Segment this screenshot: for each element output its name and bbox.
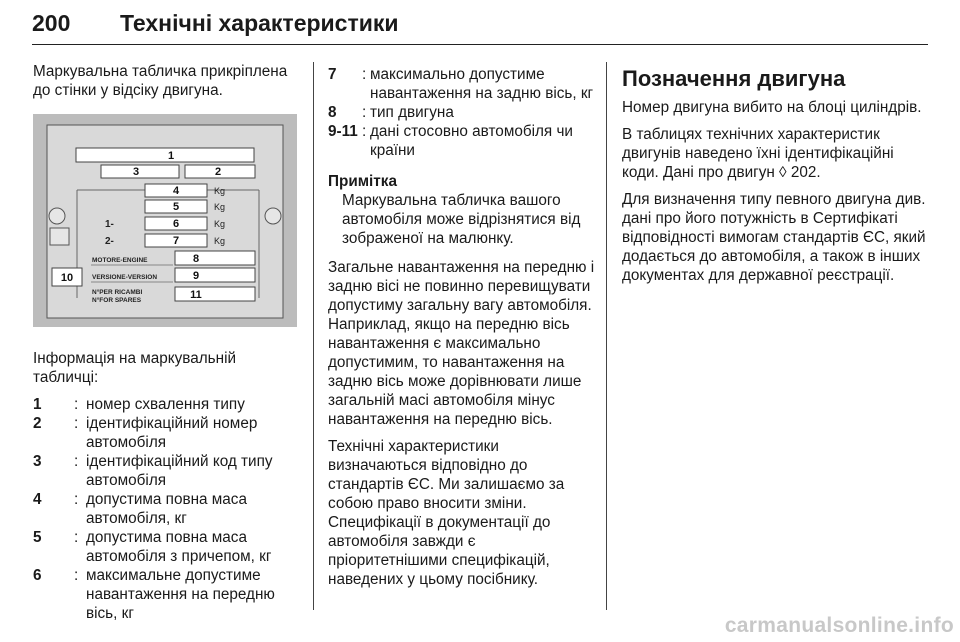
legend-key: 4 <box>33 491 42 508</box>
id-plate-illustration <box>33 114 297 327</box>
column-divider-2 <box>606 62 607 610</box>
plate-versione-label: VERSIONE-VERSION <box>92 274 158 281</box>
legend-item <box>33 528 298 566</box>
plate-field-10: 10 <box>60 272 74 284</box>
legend-key: 9-11 <box>328 123 358 140</box>
column-divider-1 <box>313 62 314 610</box>
plate-kg-label: Kg <box>214 236 226 246</box>
plate-legend-list-cont <box>328 65 596 160</box>
legend-key: 5 <box>33 529 42 546</box>
watermark: carmanualsonline.info <box>724 614 954 637</box>
engine-type-paragraph: Для визначення типу певного двигуна див. дані про його потужність в Сертифікаті відповідності вимогам стандартів ЄС, який додається до автомобіля, а також в інших документах для державної реєстрації. <box>622 191 926 284</box>
legend-item <box>33 452 298 490</box>
legend-text: ідентифікаційний код типу автомобіля <box>86 453 273 489</box>
plate-kg-label: Kg <box>214 202 226 212</box>
plate-field-7: 7 <box>172 235 180 247</box>
legend-key: 7 <box>328 66 337 83</box>
legend-colon: : <box>74 415 79 432</box>
legend-item <box>33 490 298 528</box>
legend-key: 8 <box>328 104 337 121</box>
legend-item <box>33 414 298 452</box>
plate-motore-label: MOTORE-ENGINE <box>92 257 148 264</box>
column-1 <box>33 62 298 623</box>
id-plate-figure <box>33 114 297 327</box>
legend-item <box>33 395 298 414</box>
plate-axle-1: 1- <box>105 219 114 230</box>
legend-colon: : <box>362 104 367 121</box>
note-body: Маркувальна табличка вашого автомобіля може відрізнятися від зображеної на малюнку. <box>342 192 581 247</box>
legend-colon: : <box>74 567 79 584</box>
plate-field-9: 9 <box>192 270 200 282</box>
legend-colon: : <box>74 396 79 413</box>
legend-text: максимальне допустиме навантаження на передню вісь, кг <box>86 567 275 622</box>
note-title: Примітка <box>328 173 397 190</box>
legend-key: 2 <box>33 415 42 432</box>
engine-codes-end: . <box>816 164 821 181</box>
header-rule <box>32 44 928 45</box>
legend-text: допустима повна маса автомобіля, кг <box>86 491 247 527</box>
plate-field-1: 1 <box>167 150 175 162</box>
legend-text: максимально допустиме навантаження на задню вісь, кг <box>370 66 594 102</box>
plate-field-8: 8 <box>192 253 200 265</box>
legend-colon: : <box>362 123 367 140</box>
legend-text: номер схвалення типу <box>86 396 245 413</box>
page-ref-arrow-icon: ◊ <box>779 164 787 181</box>
plate-field-11: 11 <box>190 289 202 301</box>
legend-item <box>328 103 596 122</box>
legend-key: 3 <box>33 453 42 470</box>
legend-colon: : <box>74 453 79 470</box>
info-heading: Інформація на маркувальній табличці: <box>33 350 237 386</box>
page-title: Технічні характеристики <box>120 10 399 36</box>
plate-field-4: 4 <box>172 185 180 197</box>
plate-kg-label: Kg <box>214 219 226 229</box>
engine-number-paragraph: Номер двигуна вибито на блоці циліндрів. <box>622 99 922 116</box>
legend-text: дані стосовно автомобіля чи країни <box>370 123 573 159</box>
legend-item <box>328 65 596 103</box>
plate-kg-label: Kg <box>214 186 226 196</box>
page-number: 200 <box>32 10 71 36</box>
legend-item <box>328 122 596 160</box>
legend-key: 6 <box>33 567 42 584</box>
legend-item <box>33 566 298 623</box>
legend-text: ідентифікаційний номер автомобіля <box>86 415 258 451</box>
legend-text: допустима повна маса автомобіля з причепом, кг <box>86 529 272 565</box>
column-3 <box>622 62 927 293</box>
specs-paragraph: Технічні характеристики визначаються відповідно до стандартів ЄС. Ми залишаємо за собою право вносити зміни. Специфікації в документації до автомобіля завжди є пріоритетнішими специфікацій, наведених у цьому посібнику. <box>328 438 565 588</box>
plate-axle-2: 2- <box>105 236 114 247</box>
plate-field-5: 5 <box>172 201 180 213</box>
plate-spares-label: N°FOR SPARES <box>92 297 142 304</box>
plate-legend-list <box>33 395 298 623</box>
engine-codes-text: В таблицях технічних характеристик двигунів наведено їхні ідентифікаційні коди. Дані про двигун <box>622 126 894 181</box>
section-heading: Позначення двигуна <box>622 66 846 91</box>
engine-codes-paragraph <box>622 125 927 182</box>
legend-colon: : <box>74 491 79 508</box>
plate-field-2: 2 <box>214 166 222 178</box>
axle-load-paragraph: Загальне навантаження на передню і задню вісі не повинно перевищувати допустиму загальну вагу автомобіля. Наприклад, якщо на передню вісь навантаження є максимально допустимим, то навантаження на задню вісь може дорівнювати лише загальній масі автомобіля мінус навантаження на передню вісь. <box>328 259 595 428</box>
plate-intro: Маркувальна табличка прикріплена до стінки у відсіку двигуна. <box>33 63 288 99</box>
legend-key: 1 <box>33 396 42 413</box>
plate-ricambi-label: N°PER RICAMBI <box>92 289 143 296</box>
page-header <box>32 10 928 44</box>
plate-field-3: 3 <box>132 166 140 178</box>
legend-text: тип двигуна <box>370 104 454 121</box>
legend-colon: : <box>74 529 79 546</box>
plate-field-6: 6 <box>172 218 180 230</box>
legend-colon: : <box>362 66 367 83</box>
note-box <box>328 172 596 248</box>
page-ref-link[interactable]: 202 <box>790 164 817 181</box>
column-2 <box>328 65 596 597</box>
